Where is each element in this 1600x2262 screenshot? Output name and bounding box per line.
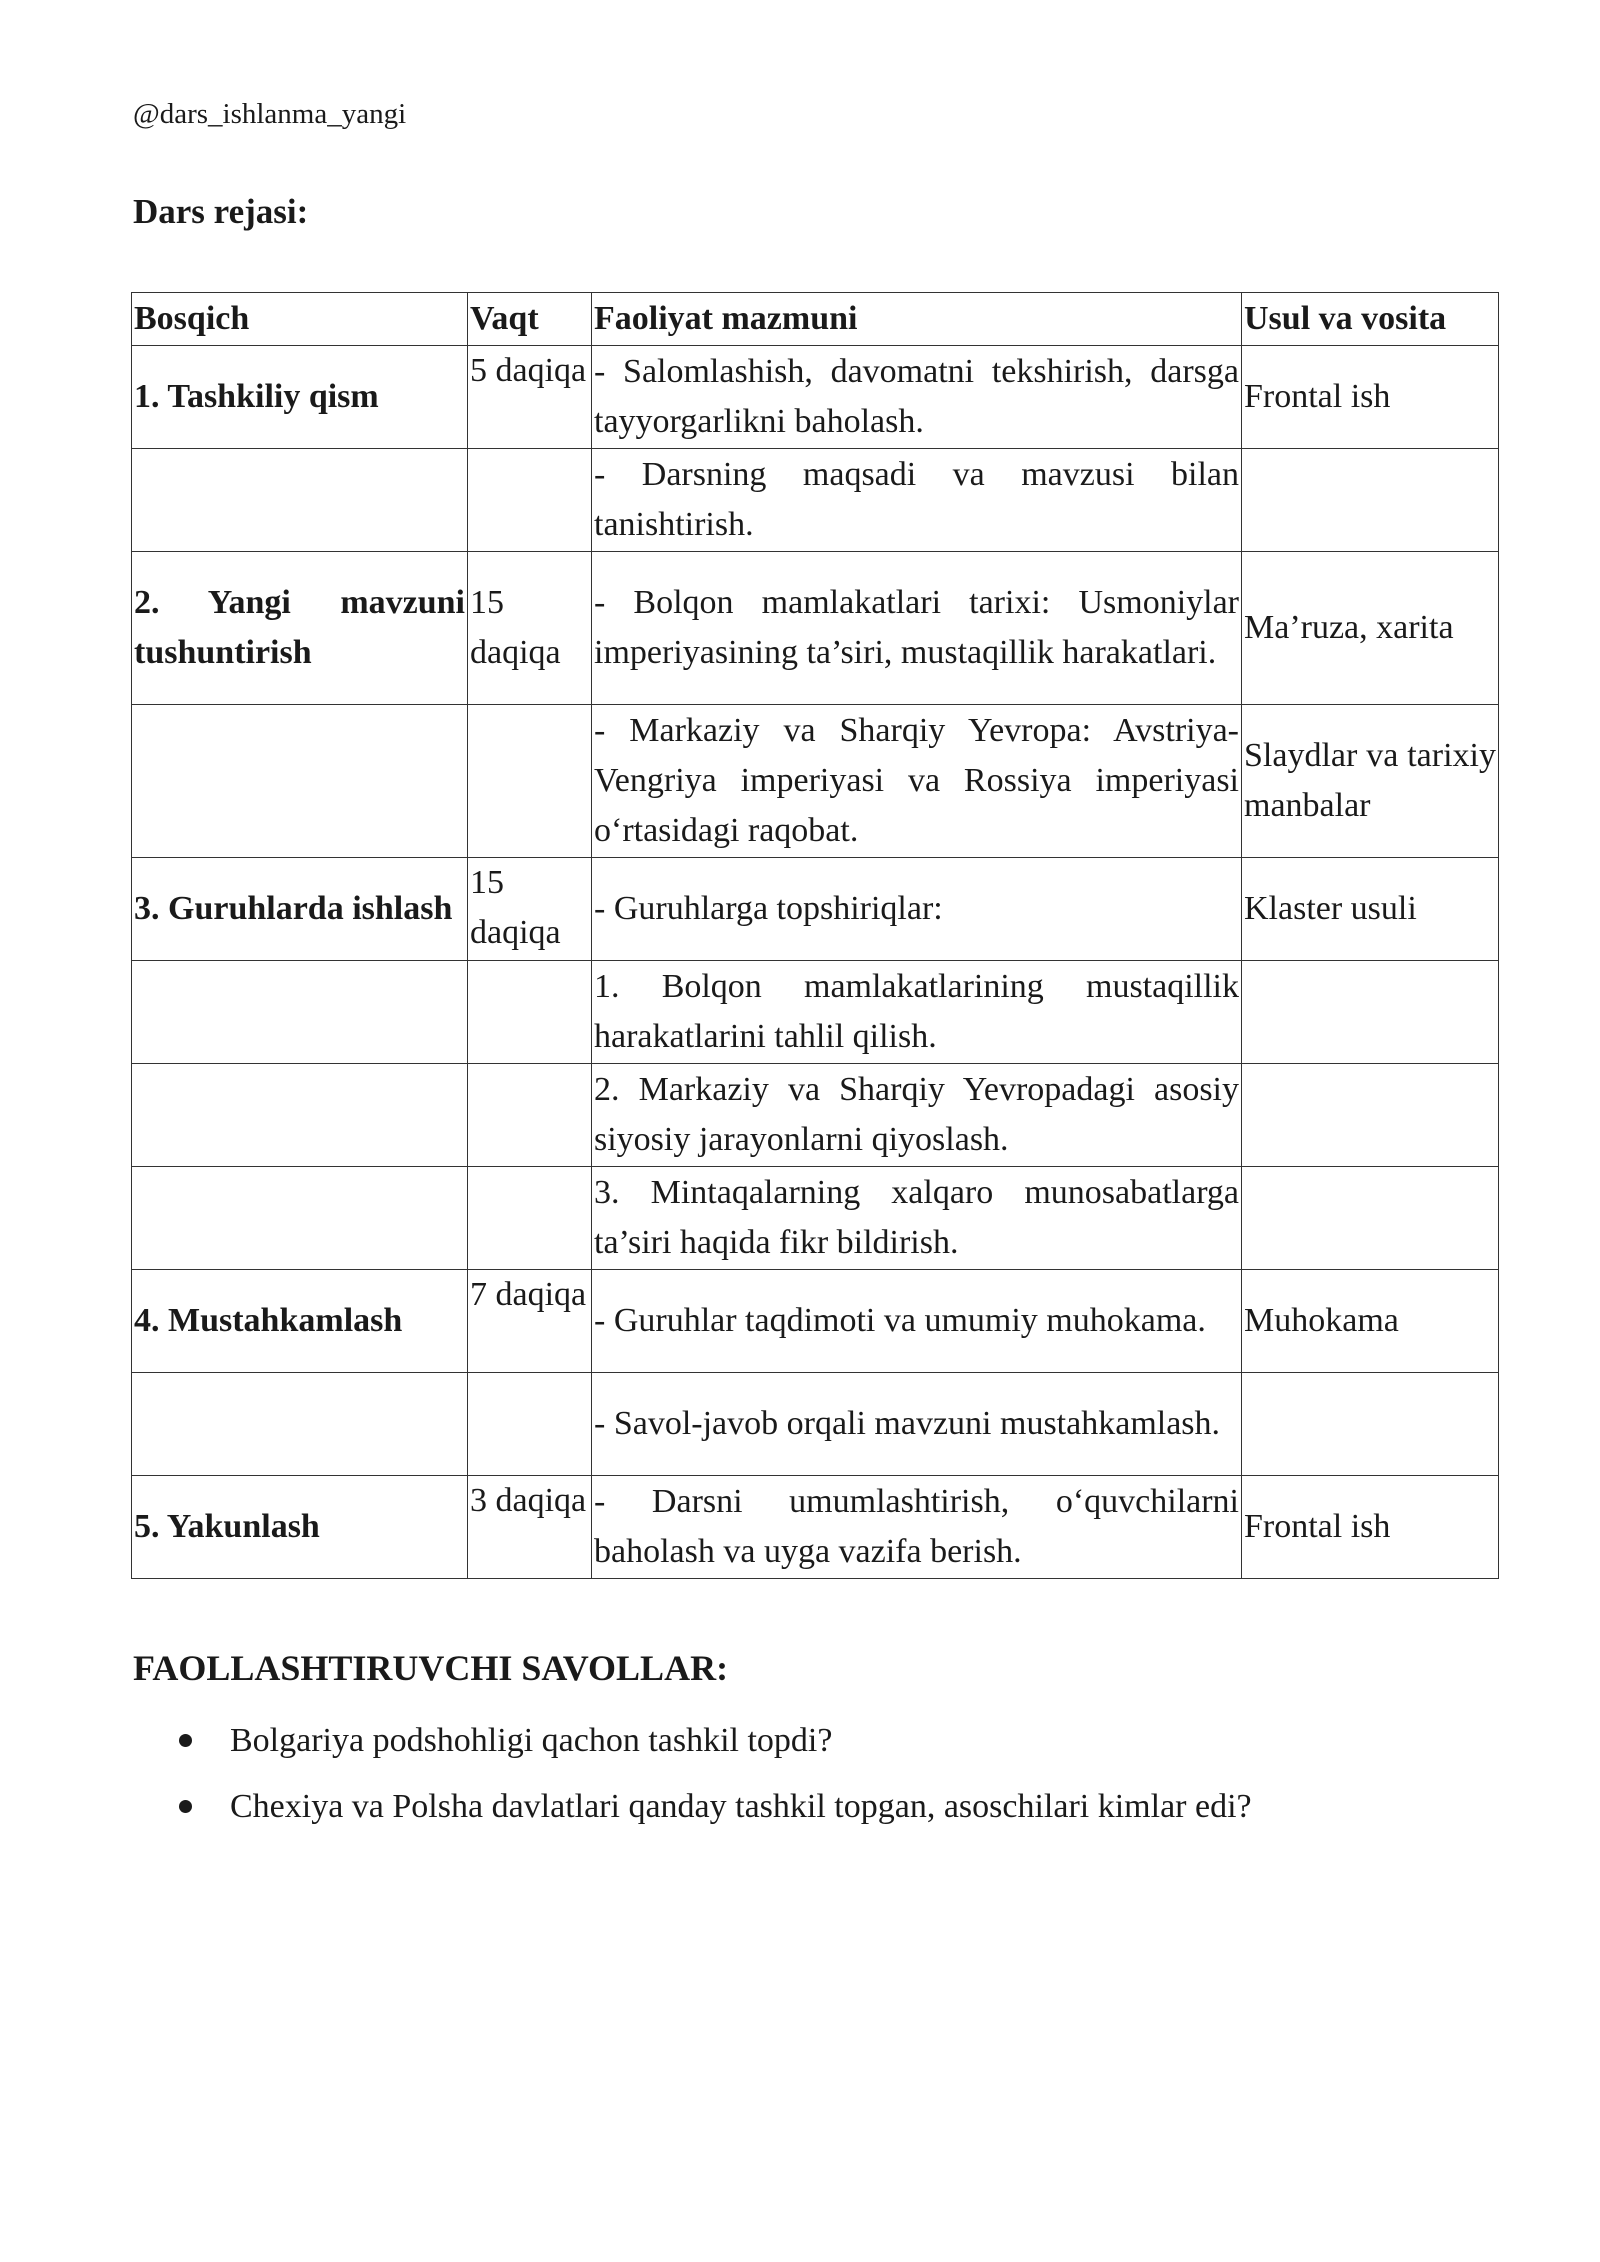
time-cell: 3 daqiqa <box>468 1476 592 1579</box>
activity-cell: - Darsni umumlashtirish, o‘quvchilarni baholash va uyga vazifa berish. <box>592 1476 1242 1579</box>
stage-cell <box>132 1064 468 1167</box>
stage-cell <box>132 449 468 552</box>
table-row <box>132 1064 1499 1167</box>
lesson-plan-table <box>131 292 1499 1579</box>
table-row <box>132 552 1499 705</box>
method-cell: Frontal ish <box>1242 346 1499 449</box>
table-row <box>132 346 1499 449</box>
activity-cell: 2. Markaziy va Sharqiy Yevropadagi asosiy siyosiy jarayonlarni qiyoslash. <box>592 1064 1242 1167</box>
activity-cell: 3. Mintaqalarning xalqaro munosabatlarga ta’siri haqida fikr bildirish. <box>592 1167 1242 1270</box>
questions-list <box>133 1708 1252 1840</box>
time-cell <box>468 1064 592 1167</box>
list-item <box>133 1774 1252 1840</box>
method-cell: Muhokama <box>1242 1270 1499 1373</box>
activity-cell: 1. Bolqon mamlakatlarining mustaqillik harakatlarini tahlil qilish. <box>592 961 1242 1064</box>
stage-cell: 3. Guruhlarda ishlash <box>132 858 468 961</box>
bullet-icon <box>179 1800 192 1813</box>
column-header-activity: Faoliyat mazmuni <box>592 293 1242 346</box>
table-row <box>132 1167 1499 1270</box>
method-cell <box>1242 1373 1499 1476</box>
time-cell: 7 daqiqa <box>468 1270 592 1373</box>
table-row <box>132 449 1499 552</box>
stage-cell: 1. Tashkiliy qism <box>132 346 468 449</box>
activity-cell: - Markaziy va Sharqiy Yevropa: Avstriya-Vengriya imperiyasi va Rossiya imperiyasi o‘rtasidagi raqobat. <box>592 705 1242 858</box>
time-cell: 15 daqiqa <box>468 552 592 705</box>
activity-cell: - Guruhlar taqdimoti va umumiy muhokama. <box>592 1270 1242 1373</box>
table-row <box>132 961 1499 1064</box>
method-cell: Frontal ish <box>1242 1476 1499 1579</box>
activity-cell: - Darsning maqsadi va mavzusi bilan tanishtirish. <box>592 449 1242 552</box>
time-cell <box>468 1167 592 1270</box>
column-header-method: Usul va vosita <box>1242 293 1499 346</box>
table-row <box>132 705 1499 858</box>
time-cell <box>468 449 592 552</box>
method-cell <box>1242 961 1499 1064</box>
time-cell <box>468 961 592 1064</box>
column-header-stage: Bosqich <box>132 293 468 346</box>
stage-cell <box>132 1167 468 1270</box>
stage-cell <box>132 1373 468 1476</box>
table-row <box>132 1476 1499 1579</box>
method-cell <box>1242 449 1499 552</box>
bullet-icon <box>179 1734 192 1747</box>
method-cell: Slaydlar va tarixiy manbalar <box>1242 705 1499 858</box>
activity-cell: - Salomlashish, davomatni tekshirish, darsga tayyorgarlikni baholash. <box>592 346 1242 449</box>
table-row <box>132 1373 1499 1476</box>
column-header-time: Vaqt <box>468 293 592 346</box>
lesson-plan-title: Dars rejasi: <box>133 192 309 231</box>
list-item <box>133 1708 1252 1774</box>
question-text: Bolgariya podshohligi qachon tashkil topdi? <box>230 1722 833 1759</box>
stage-cell <box>132 961 468 1064</box>
method-cell <box>1242 1064 1499 1167</box>
channel-handle: @dars_ishlanma_yangi <box>133 98 407 130</box>
activity-cell: - Savol-javob orqali mavzuni mustahkamlash. <box>592 1373 1242 1476</box>
time-cell: 5 daqiqa <box>468 346 592 449</box>
method-cell <box>1242 1167 1499 1270</box>
stage-cell: 4. Mustahkamlash <box>132 1270 468 1373</box>
time-cell <box>468 1373 592 1476</box>
stage-cell <box>132 705 468 858</box>
table-row <box>132 1270 1499 1373</box>
method-cell: Klaster usuli <box>1242 858 1499 961</box>
stage-cell: 5. Yakunlash <box>132 1476 468 1579</box>
time-cell <box>468 705 592 858</box>
method-cell: Ma’ruza, xarita <box>1242 552 1499 705</box>
stage-cell: 2. Yangi mavzuni tushuntirish <box>132 552 468 705</box>
table-header-row <box>132 293 1499 346</box>
table-row <box>132 858 1499 961</box>
activity-cell: - Guruhlarga topshiriqlar: <box>592 858 1242 961</box>
questions-title: FAOLLASHTIRUVCHI SAVOLLAR: <box>133 1648 729 1688</box>
time-cell: 15 daqiqa <box>468 858 592 961</box>
activity-cell: - Bolqon mamlakatlari tarixi: Usmoniylar imperiyasining ta’siri, mustaqillik harakatlari. <box>592 552 1242 705</box>
question-text: Chexiya va Polsha davlatlari qanday tashkil topgan, asoschilari kimlar edi? <box>230 1788 1252 1825</box>
